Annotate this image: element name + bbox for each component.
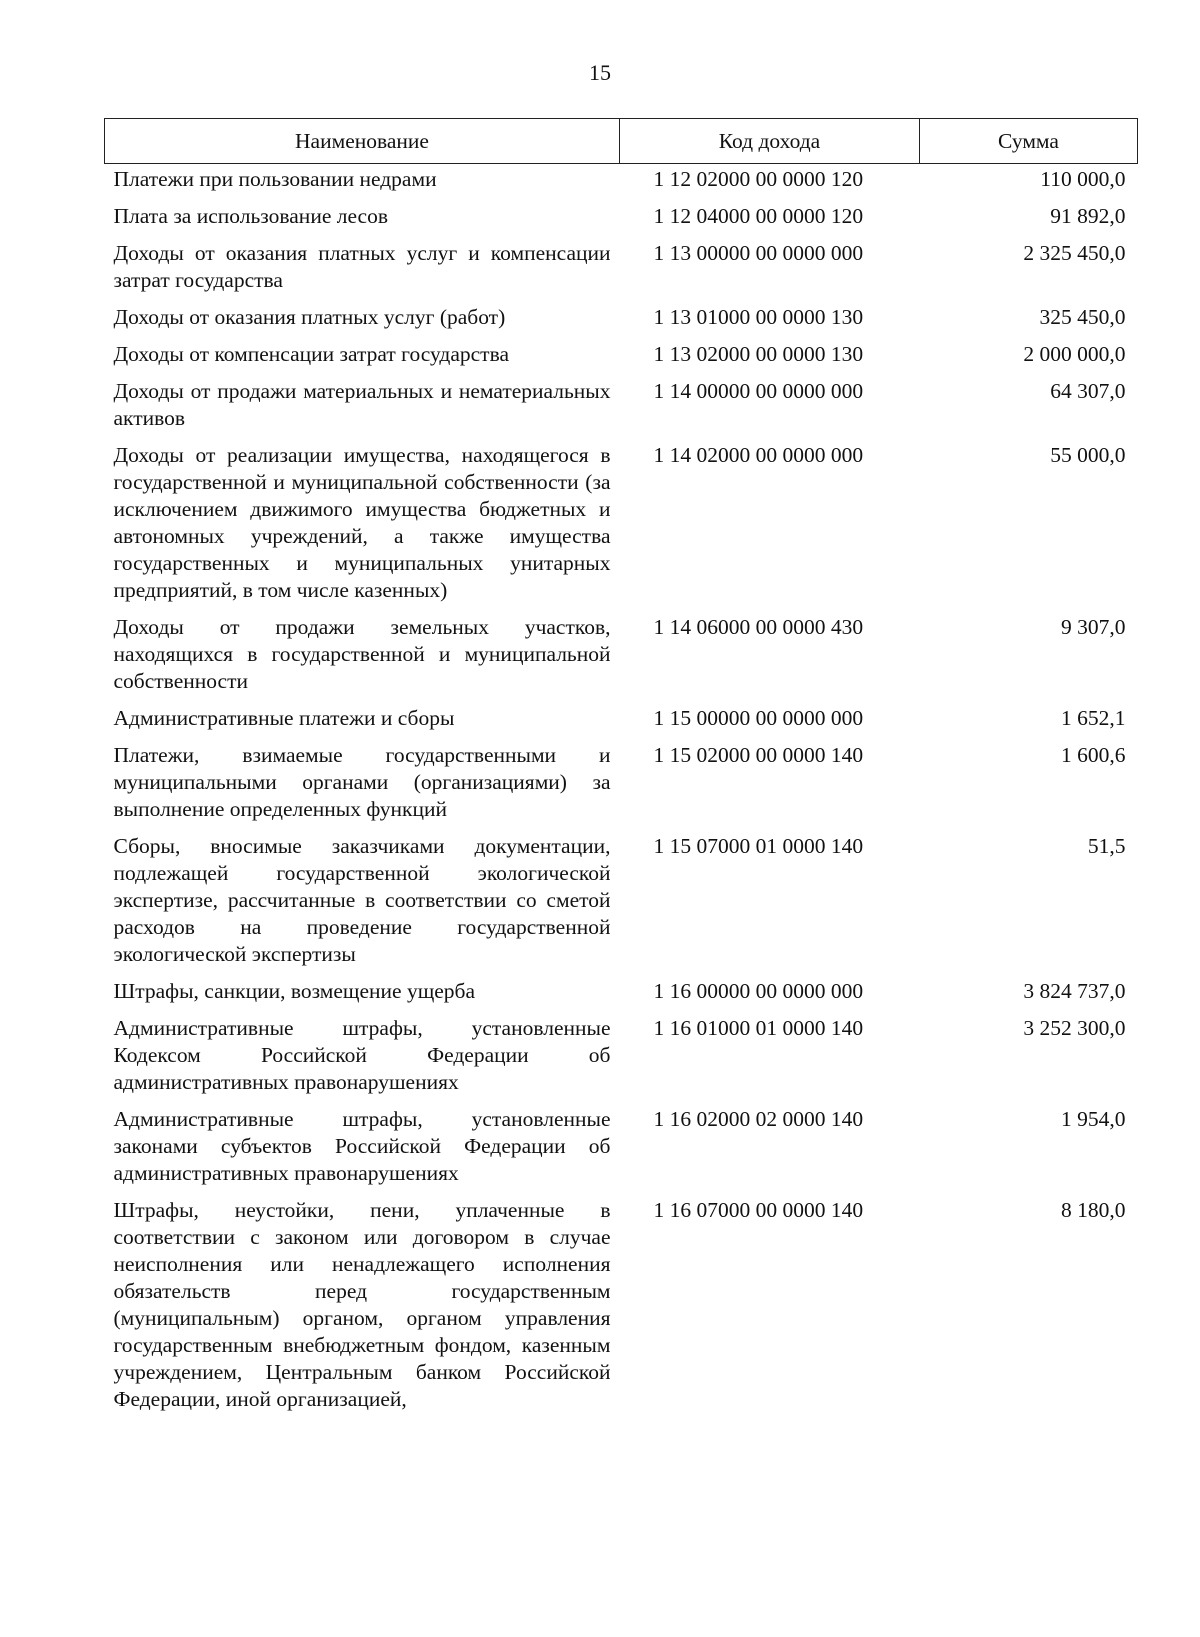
table-row — [105, 164, 1138, 204]
table-row — [105, 1106, 1138, 1197]
row-sum: 325 450,0 — [1039, 305, 1126, 329]
row-name: Доходы от продажи земельных участков, находящихся в государственной и муниципальной собственности — [113, 615, 611, 693]
row-sum: 64 307,0 — [1050, 379, 1126, 403]
row-sum: 3 824 737,0 — [1023, 979, 1126, 1003]
header-row — [105, 119, 1138, 164]
row-name: Сборы, вносимые заказчиками документации, подлежащей государственной экологической экспертизе, рассчитанные в соответствии со сметой расходов на проведение государственной экологической экспертизы — [113, 834, 611, 966]
row-sum: 8 180,0 — [1061, 1198, 1126, 1222]
row-code: 1 13 02000 00 0000 130 — [653, 342, 864, 366]
row-code: 1 16 01000 01 0000 140 — [653, 1016, 864, 1040]
row-name: Доходы от продажи материальных и нематериальных активов — [113, 379, 611, 430]
page-number: 15 — [589, 60, 611, 85]
row-name: Штрафы, санкции, возмещение ущерба — [113, 979, 476, 1003]
table-row — [105, 304, 1138, 341]
table-row — [105, 341, 1138, 378]
table-body — [105, 164, 1138, 1424]
row-sum: 9 307,0 — [1061, 615, 1126, 639]
row-code: 1 15 02000 00 0000 140 — [653, 743, 864, 767]
table-row — [105, 742, 1138, 833]
row-code: 1 16 07000 00 0000 140 — [653, 1198, 864, 1222]
row-code: 1 16 02000 02 0000 140 — [653, 1107, 864, 1131]
row-name: Платежи, взимаемые государственными и муниципальными органами (организациями) за выполнение определенных функций — [113, 743, 611, 821]
row-code: 1 14 02000 00 0000 000 — [653, 443, 864, 467]
row-name: Платежи при пользовании недрами — [113, 167, 437, 191]
row-code: 1 15 07000 01 0000 140 — [653, 834, 864, 858]
table-row — [105, 614, 1138, 705]
table-row — [105, 240, 1138, 304]
row-name: Штрафы, неустойки, пени, уплаченные в соответствии с законом или договором в случае неисполнения или ненадлежащего исполнения обязательств перед государственным (муниципальным) органом, органом управления государственным внебюджетным фондом, казенным учреждением, Центральным банком Российской Федерации, иной организацией, — [113, 1198, 611, 1411]
row-code: 1 13 01000 00 0000 130 — [653, 305, 864, 329]
row-sum: 1 652,1 — [1061, 706, 1126, 730]
row-code: 1 14 00000 00 0000 000 — [653, 379, 864, 403]
row-name: Плата за использование лесов — [113, 204, 388, 228]
row-sum: 110 000,0 — [1040, 167, 1126, 191]
header-name: Наименование — [105, 119, 620, 164]
row-sum: 2 000 000,0 — [1023, 342, 1126, 366]
row-sum: 1 600,6 — [1061, 743, 1126, 767]
row-code: 1 12 02000 00 0000 120 — [653, 167, 864, 191]
row-name: Доходы от оказания платных услуг (работ) — [113, 305, 506, 329]
table-row — [105, 203, 1138, 240]
row-sum: 2 325 450,0 — [1023, 241, 1126, 265]
row-sum: 3 252 300,0 — [1023, 1016, 1126, 1040]
table-row — [105, 705, 1138, 742]
revenue-table — [104, 118, 1138, 1423]
table-header — [105, 119, 1138, 164]
header-sum: Сумма — [920, 119, 1138, 164]
row-code: 1 16 00000 00 0000 000 — [653, 979, 864, 1003]
row-name: Административные штрафы, установленные законами субъектов Российской Федерации об административных правонарушениях — [113, 1107, 611, 1185]
row-sum: 1 954,0 — [1061, 1107, 1126, 1131]
row-name: Доходы от оказания платных услуг и компенсации затрат государства — [113, 241, 611, 292]
row-sum: 91 892,0 — [1050, 204, 1126, 228]
row-code: 1 14 06000 00 0000 430 — [653, 615, 864, 639]
table-row — [105, 378, 1138, 442]
row-name: Административные штрафы, установленные Кодексом Российской Федерации об административных правонарушениях — [113, 1016, 611, 1094]
header-code: Код дохода — [620, 119, 920, 164]
table-row — [105, 978, 1138, 1015]
row-code: 1 15 00000 00 0000 000 — [653, 706, 864, 730]
row-name: Доходы от компенсации затрат государства — [113, 342, 509, 366]
table-row — [105, 442, 1138, 614]
row-code: 1 13 00000 00 0000 000 — [653, 241, 864, 265]
table-row — [105, 1197, 1138, 1423]
row-sum: 55 000,0 — [1050, 443, 1126, 467]
row-name: Доходы от реализации имущества, находящегося в государственной и муниципальной собственности (за исключением движимого имущества бюджетных и автономных учреждений, а также имущества государственных и муниципальных унитарных предприятий, в том числе казенных) — [113, 443, 611, 602]
row-sum: 51,5 — [1087, 834, 1126, 858]
table-row — [105, 833, 1138, 978]
row-name: Административные платежи и сборы — [113, 706, 455, 730]
row-code: 1 12 04000 00 0000 120 — [653, 204, 864, 228]
table-row — [105, 1015, 1138, 1106]
